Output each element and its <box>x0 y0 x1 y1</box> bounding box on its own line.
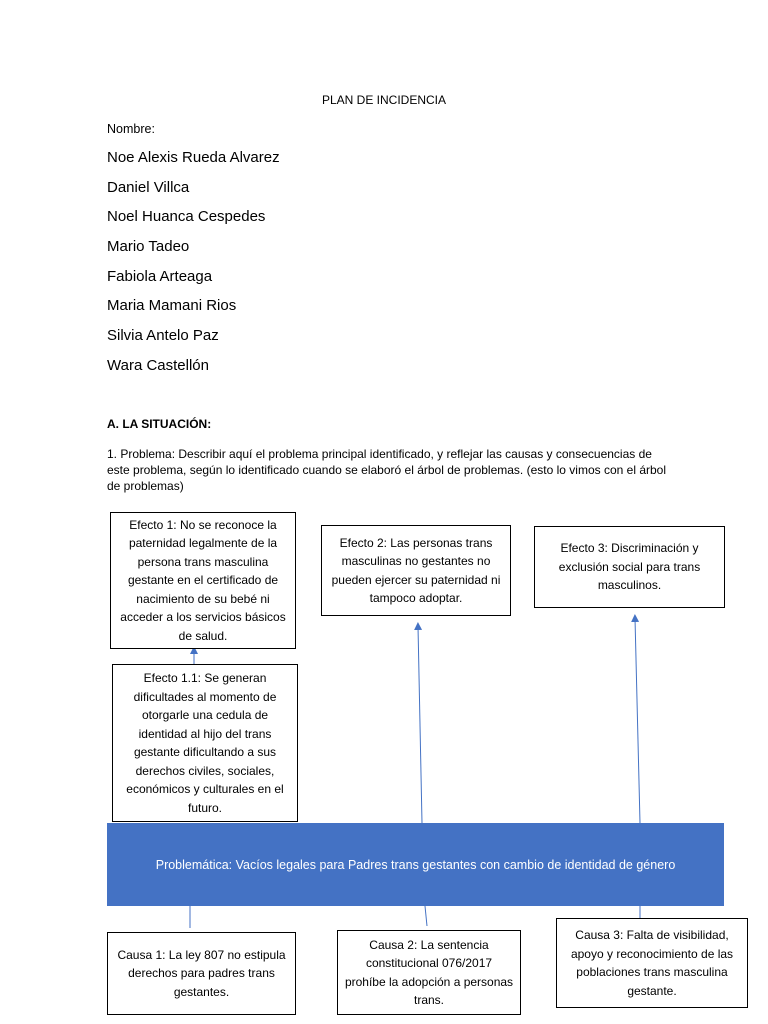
name-item: Noe Alexis Rueda Alvarez <box>107 149 280 166</box>
efecto3-box <box>534 526 725 608</box>
efecto1-1-text: Efecto 1.1: Se generan dificultades al momento de otorgarle una cedula de identidad al hijo del trans gestante dificultando a sus derechos civiles, sociales, económicos y culturales en el futuro. <box>126 671 284 815</box>
causa3-text: Causa 3: Falta de visibilidad, apoyo y reconocimiento de las poblaciones trans masculina gestante. <box>570 928 734 998</box>
causa1-text: Causa 1: La ley 807 no estipula derechos para padres trans gestantes. <box>117 947 286 999</box>
line-causa2-to-band <box>425 906 427 926</box>
efecto1-text: Efecto 1: No se reconoce la paternidad legalmente de la persona trans masculina gestante en el certificado de nacimiento de su bebé ni acceder a los servicios básicos de salud. <box>120 517 286 643</box>
name-item: Fabiola Arteaga <box>107 267 213 285</box>
problematica-band <box>107 823 724 906</box>
name-item: Noel Huanca Cespedes <box>107 208 266 226</box>
nombre-label: Nombre: <box>107 122 155 136</box>
efecto2-box <box>321 525 511 616</box>
causa1-box <box>107 932 296 1015</box>
efecto2-text: Efecto 2: Las personas trans masculinas no gestantes no pueden ejercer su paternidad ni tampoco adoptar. <box>331 535 501 605</box>
document-title: PLAN DE INCIDENCIA <box>321 93 447 107</box>
section-heading: A. LA SITUACIÓN: <box>107 417 212 431</box>
causa2-text: Causa 2: La sentencia constitucional 076/2017 prohíbe la adopción a personas trans. <box>344 937 514 1007</box>
arrow-band-to-efecto2 <box>418 626 422 823</box>
problematica-text: Problemática: Vacíos legales para Padres trans gestantes con cambio de identidad de género <box>155 857 676 872</box>
name-item: Daniel Villca <box>107 178 190 196</box>
efecto3-text: Efecto 3: Discriminación y exclusión social para trans masculinos. <box>558 541 701 593</box>
causa3-box <box>556 918 748 1008</box>
name-item: Maria Mamani Rios <box>107 297 237 315</box>
name-item: Silvia Antelo Paz <box>107 327 219 345</box>
arrow-band-to-efecto3 <box>635 618 640 823</box>
name-item: Wara Castellón <box>107 356 209 374</box>
problem-paragraph: 1. Problema: Describir aquí el problema principal identificado, y reflejar las causas y consecuencias de este problema, según lo identificado cuando se elaboró el árbol de problemas. (esto lo vimos con el árbol de problemas) <box>107 447 666 493</box>
efecto1-box <box>110 512 296 649</box>
causa2-box <box>337 930 521 1015</box>
name-item: Mario Tadeo <box>107 238 190 256</box>
efecto1-1-box <box>112 664 298 822</box>
